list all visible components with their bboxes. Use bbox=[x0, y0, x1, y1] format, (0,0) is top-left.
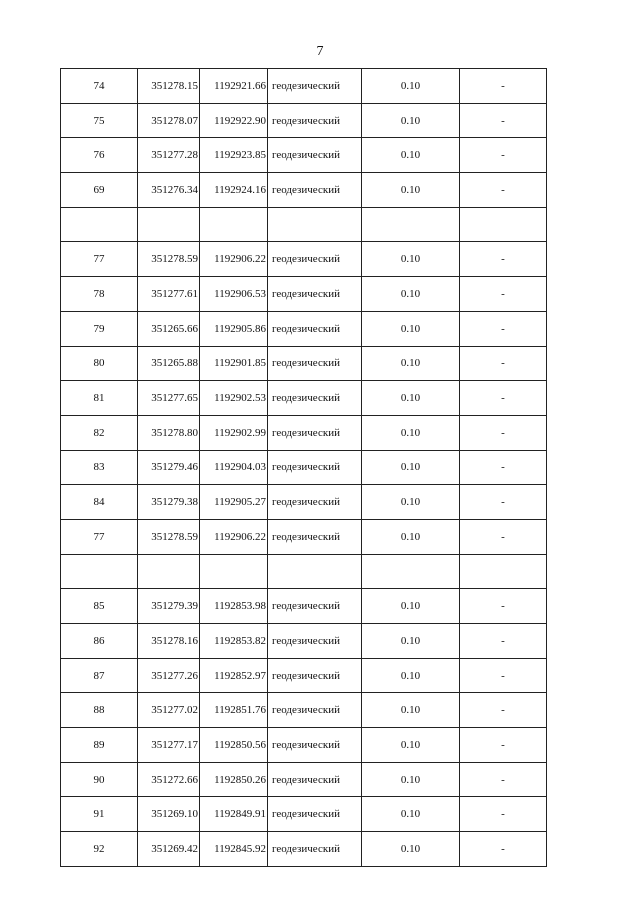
x-coordinate-cell bbox=[138, 554, 200, 589]
table-row bbox=[61, 762, 547, 797]
note-cell: - bbox=[460, 762, 547, 797]
accuracy-cell bbox=[362, 207, 460, 242]
accuracy-cell: 0.10 bbox=[362, 693, 460, 728]
x-coordinate-cell: 351279.39 bbox=[138, 589, 200, 624]
x-coordinate-cell: 351278.59 bbox=[138, 519, 200, 554]
accuracy-cell: 0.10 bbox=[362, 658, 460, 693]
note-cell: - bbox=[460, 138, 547, 173]
point-number-cell: 89 bbox=[61, 728, 138, 763]
x-coordinate-cell: 351277.02 bbox=[138, 693, 200, 728]
table-row bbox=[61, 624, 547, 659]
accuracy-cell: 0.10 bbox=[362, 624, 460, 659]
x-coordinate-cell bbox=[138, 207, 200, 242]
note-cell: - bbox=[460, 519, 547, 554]
x-coordinate-cell: 351279.38 bbox=[138, 485, 200, 520]
point-number-cell: 81 bbox=[61, 381, 138, 416]
point-number-cell: 77 bbox=[61, 519, 138, 554]
x-coordinate-cell: 351277.26 bbox=[138, 658, 200, 693]
point-number-cell: 75 bbox=[61, 103, 138, 138]
table-row bbox=[61, 138, 547, 173]
y-coordinate-cell: 1192905.27 bbox=[200, 485, 268, 520]
method-cell: геодезический bbox=[268, 485, 362, 520]
table-row bbox=[61, 103, 547, 138]
table-row bbox=[61, 693, 547, 728]
method-cell: геодезический bbox=[268, 381, 362, 416]
table-row bbox=[61, 797, 547, 832]
x-coordinate-cell: 351269.10 bbox=[138, 797, 200, 832]
y-coordinate-cell: 1192902.53 bbox=[200, 381, 268, 416]
y-coordinate-cell: 1192849.91 bbox=[200, 797, 268, 832]
point-number-cell: 84 bbox=[61, 485, 138, 520]
y-coordinate-cell: 1192850.26 bbox=[200, 762, 268, 797]
note-cell: - bbox=[460, 311, 547, 346]
method-cell: геодезический bbox=[268, 173, 362, 208]
table-row bbox=[61, 554, 547, 589]
y-coordinate-cell: 1192853.98 bbox=[200, 589, 268, 624]
x-coordinate-cell: 351269.42 bbox=[138, 832, 200, 867]
note-cell: - bbox=[460, 728, 547, 763]
point-number-cell: 80 bbox=[61, 346, 138, 381]
y-coordinate-cell: 1192922.90 bbox=[200, 103, 268, 138]
note-cell: - bbox=[460, 624, 547, 659]
note-cell: - bbox=[460, 242, 547, 277]
table-row bbox=[61, 589, 547, 624]
accuracy-cell: 0.10 bbox=[362, 173, 460, 208]
point-number-cell: 76 bbox=[61, 138, 138, 173]
coordinates-table bbox=[60, 68, 547, 867]
table-row bbox=[61, 415, 547, 450]
note-cell: - bbox=[460, 797, 547, 832]
note-cell: - bbox=[460, 381, 547, 416]
note-cell: - bbox=[460, 693, 547, 728]
y-coordinate-cell: 1192845.92 bbox=[200, 832, 268, 867]
point-number-cell: 85 bbox=[61, 589, 138, 624]
method-cell: геодезический bbox=[268, 346, 362, 381]
accuracy-cell: 0.10 bbox=[362, 69, 460, 104]
table-row bbox=[61, 658, 547, 693]
method-cell: геодезический bbox=[268, 728, 362, 763]
table-row bbox=[61, 728, 547, 763]
accuracy-cell: 0.10 bbox=[362, 797, 460, 832]
accuracy-cell: 0.10 bbox=[362, 415, 460, 450]
note-cell: - bbox=[460, 415, 547, 450]
accuracy-cell: 0.10 bbox=[362, 103, 460, 138]
table-row bbox=[61, 832, 547, 867]
table-row bbox=[61, 450, 547, 485]
table-row bbox=[61, 277, 547, 312]
table-row bbox=[61, 485, 547, 520]
method-cell: геодезический bbox=[268, 242, 362, 277]
y-coordinate-cell: 1192851.76 bbox=[200, 693, 268, 728]
method-cell: геодезический bbox=[268, 832, 362, 867]
coordinates-table-body bbox=[61, 69, 547, 867]
y-coordinate-cell: 1192906.53 bbox=[200, 277, 268, 312]
x-coordinate-cell: 351278.15 bbox=[138, 69, 200, 104]
table-row bbox=[61, 207, 547, 242]
y-coordinate-cell bbox=[200, 207, 268, 242]
y-coordinate-cell: 1192902.99 bbox=[200, 415, 268, 450]
method-cell: геодезический bbox=[268, 624, 362, 659]
method-cell: геодезический bbox=[268, 311, 362, 346]
y-coordinate-cell: 1192906.22 bbox=[200, 242, 268, 277]
x-coordinate-cell: 351278.59 bbox=[138, 242, 200, 277]
note-cell: - bbox=[460, 658, 547, 693]
point-number-cell: 69 bbox=[61, 173, 138, 208]
method-cell: геодезический bbox=[268, 693, 362, 728]
table-row bbox=[61, 346, 547, 381]
y-coordinate-cell: 1192901.85 bbox=[200, 346, 268, 381]
table-row bbox=[61, 242, 547, 277]
note-cell: - bbox=[460, 832, 547, 867]
point-number-cell bbox=[61, 554, 138, 589]
method-cell: геодезический bbox=[268, 762, 362, 797]
y-coordinate-cell: 1192924.16 bbox=[200, 173, 268, 208]
x-coordinate-cell: 351277.65 bbox=[138, 381, 200, 416]
note-cell: - bbox=[460, 69, 547, 104]
y-coordinate-cell: 1192850.56 bbox=[200, 728, 268, 763]
note-cell bbox=[460, 207, 547, 242]
method-cell: геодезический bbox=[268, 658, 362, 693]
accuracy-cell: 0.10 bbox=[362, 242, 460, 277]
point-number-cell: 92 bbox=[61, 832, 138, 867]
x-coordinate-cell: 351265.88 bbox=[138, 346, 200, 381]
x-coordinate-cell: 351278.16 bbox=[138, 624, 200, 659]
note-cell: - bbox=[460, 589, 547, 624]
x-coordinate-cell: 351278.07 bbox=[138, 103, 200, 138]
y-coordinate-cell: 1192904.03 bbox=[200, 450, 268, 485]
y-coordinate-cell: 1192905.86 bbox=[200, 311, 268, 346]
x-coordinate-cell: 351277.17 bbox=[138, 728, 200, 763]
y-coordinate-cell: 1192921.66 bbox=[200, 69, 268, 104]
x-coordinate-cell: 351272.66 bbox=[138, 762, 200, 797]
point-number-cell: 90 bbox=[61, 762, 138, 797]
note-cell: - bbox=[460, 450, 547, 485]
note-cell: - bbox=[460, 485, 547, 520]
accuracy-cell: 0.10 bbox=[362, 138, 460, 173]
y-coordinate-cell bbox=[200, 554, 268, 589]
page-number: 7 bbox=[316, 44, 324, 59]
note-cell: - bbox=[460, 103, 547, 138]
x-coordinate-cell: 351277.61 bbox=[138, 277, 200, 312]
note-cell: - bbox=[460, 346, 547, 381]
table-row bbox=[61, 173, 547, 208]
x-coordinate-cell: 351276.34 bbox=[138, 173, 200, 208]
point-number-cell: 82 bbox=[61, 415, 138, 450]
method-cell: геодезический bbox=[268, 138, 362, 173]
accuracy-cell bbox=[362, 554, 460, 589]
point-number-cell: 87 bbox=[61, 658, 138, 693]
accuracy-cell: 0.10 bbox=[362, 762, 460, 797]
x-coordinate-cell: 351277.28 bbox=[138, 138, 200, 173]
accuracy-cell: 0.10 bbox=[362, 832, 460, 867]
point-number-cell: 78 bbox=[61, 277, 138, 312]
table-row bbox=[61, 519, 547, 554]
accuracy-cell: 0.10 bbox=[362, 450, 460, 485]
y-coordinate-cell: 1192852.97 bbox=[200, 658, 268, 693]
method-cell: геодезический bbox=[268, 519, 362, 554]
y-coordinate-cell: 1192923.85 bbox=[200, 138, 268, 173]
note-cell: - bbox=[460, 173, 547, 208]
note-cell bbox=[460, 554, 547, 589]
method-cell: геодезический bbox=[268, 277, 362, 312]
table-row bbox=[61, 381, 547, 416]
accuracy-cell: 0.10 bbox=[362, 277, 460, 312]
point-number-cell: 91 bbox=[61, 797, 138, 832]
note-cell: - bbox=[460, 277, 547, 312]
x-coordinate-cell: 351279.46 bbox=[138, 450, 200, 485]
y-coordinate-cell: 1192853.82 bbox=[200, 624, 268, 659]
x-coordinate-cell: 351278.80 bbox=[138, 415, 200, 450]
accuracy-cell: 0.10 bbox=[362, 519, 460, 554]
table-row bbox=[61, 311, 547, 346]
point-number-cell: 86 bbox=[61, 624, 138, 659]
method-cell bbox=[268, 207, 362, 242]
accuracy-cell: 0.10 bbox=[362, 346, 460, 381]
point-number-cell: 77 bbox=[61, 242, 138, 277]
method-cell bbox=[268, 554, 362, 589]
y-coordinate-cell: 1192906.22 bbox=[200, 519, 268, 554]
method-cell: геодезический bbox=[268, 450, 362, 485]
method-cell: геодезический bbox=[268, 797, 362, 832]
point-number-cell: 74 bbox=[61, 69, 138, 104]
method-cell: геодезический bbox=[268, 103, 362, 138]
point-number-cell bbox=[61, 207, 138, 242]
accuracy-cell: 0.10 bbox=[362, 728, 460, 763]
method-cell: геодезический bbox=[268, 69, 362, 104]
accuracy-cell: 0.10 bbox=[362, 311, 460, 346]
point-number-cell: 79 bbox=[61, 311, 138, 346]
accuracy-cell: 0.10 bbox=[362, 381, 460, 416]
x-coordinate-cell: 351265.66 bbox=[138, 311, 200, 346]
method-cell: геодезический bbox=[268, 589, 362, 624]
accuracy-cell: 0.10 bbox=[362, 485, 460, 520]
method-cell: геодезический bbox=[268, 415, 362, 450]
accuracy-cell: 0.10 bbox=[362, 589, 460, 624]
point-number-cell: 88 bbox=[61, 693, 138, 728]
point-number-cell: 83 bbox=[61, 450, 138, 485]
table-row bbox=[61, 69, 547, 104]
